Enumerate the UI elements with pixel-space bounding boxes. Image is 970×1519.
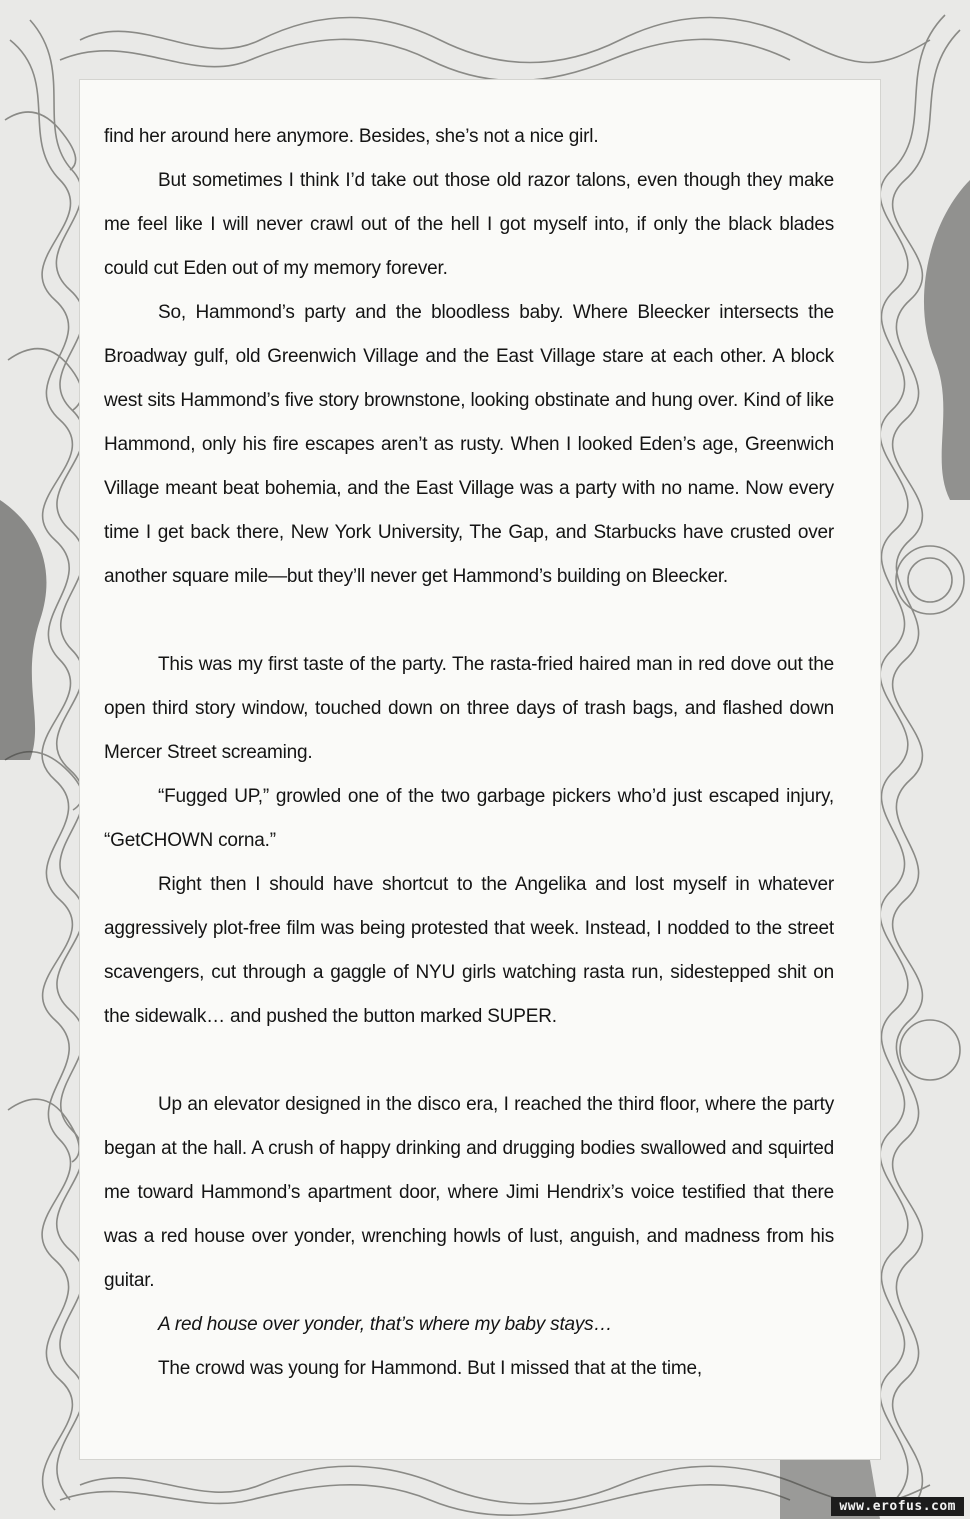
paragraph-7: Up an elevator designed in the disco era, I reached the third floor, where the party began at the hall. A crush of happy drinking and drugging bodies swallowed and squirted me toward Hammond’s apartment door, where Jimi Hendrix’s voice testified that there was a red house over yonder, wrenching howls of lust, anguish, and madness from his guitar. bbox=[104, 1094, 834, 1291]
paragraph-9: The crowd was young for Hammond. But I missed that at the time, bbox=[158, 1358, 702, 1379]
paragraph-4: This was my first taste of the party. The rasta-fried haired man in red dove out the open third story window, touched down on three days of trash bags, and flashed down Mercer Street screaming. bbox=[104, 654, 834, 763]
paragraph-2: But sometimes I think I’d take out those old razor talons, even though they make me feel like I will never crawl out of the hell I got myself into, if only the black blades could cut Eden out of my memory forever. bbox=[104, 170, 834, 279]
paragraph-3: So, Hammond’s party and the bloodless baby. Where Bleecker intersects the Broadway gulf, old Greenwich Village and the East Village stare at each other. A block west sits Hammond’s five story brownstone, looking obstinate and hung over. Kind of like Hammond, only his fire escapes aren’t as rusty. When I looked Eden’s age, Greenwich Village meant beat bohemia, and the East Village was a party with no name. Now every time I get back there, New York University, The Gap, and Starbucks have crusted over another square mile—but they’ll never get Hammond’s building on Bleecker. bbox=[104, 302, 834, 587]
paragraph-5: “Fugged UP,” growled one of the two garbage pickers who’d just escaped injury, “GetCHOWN corna.” bbox=[104, 786, 834, 851]
paragraph-6: Right then I should have shortcut to the Angelika and lost myself in whatever aggressively plot-free film was being protested that week. Instead, I nodded to the street scavengers, cut through a gaggle of NYU girls watching rasta run, sidestepped shit on the sidewalk… and pushed the button marked SUPER. bbox=[104, 874, 834, 1027]
song-lyric-line: A red house over yonder, that’s where my baby stays… bbox=[158, 1314, 613, 1335]
paragraph-1: find her around here anymore. Besides, she’s not a nice girl. bbox=[104, 126, 599, 147]
site-watermark: www.erofus.com bbox=[831, 1497, 964, 1516]
